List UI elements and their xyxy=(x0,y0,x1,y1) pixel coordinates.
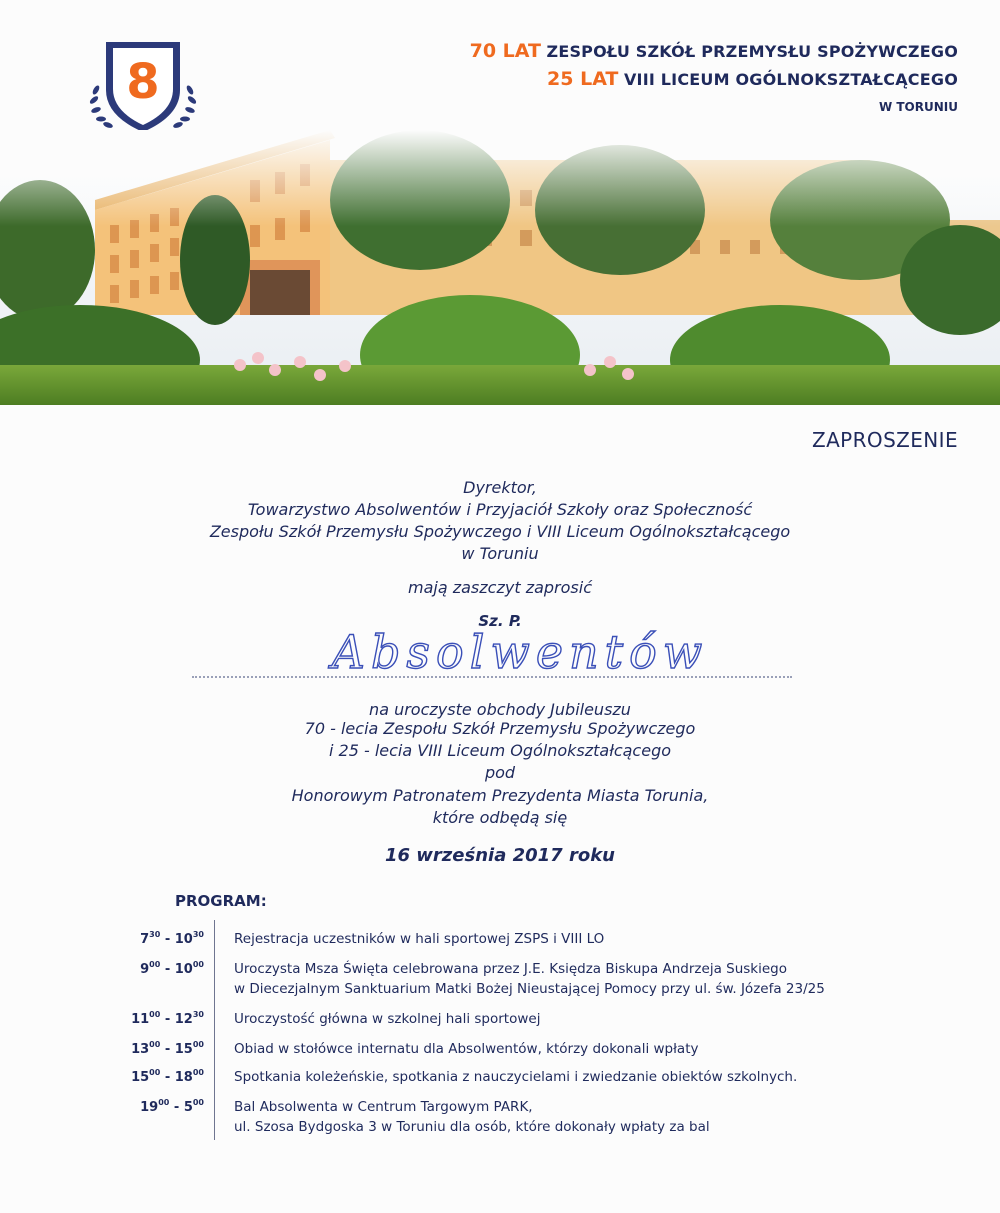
program-description xyxy=(234,1097,934,1137)
occasion-line: które odbędą się xyxy=(432,808,568,827)
handwritten-recipient xyxy=(300,620,740,680)
program-start-hour: 11 xyxy=(131,1012,150,1027)
program-end-hour: 10 xyxy=(174,932,193,947)
invite-phrase: mają zaszczyt zaprosić xyxy=(408,578,592,597)
program-description xyxy=(234,929,934,949)
logo-number: 8 xyxy=(126,54,160,110)
program-start-minutes: 00 xyxy=(149,1068,161,1077)
dotted-line xyxy=(192,676,792,678)
program-time-separator: - xyxy=(160,962,175,977)
program-description-line: ul. Szosa Bydgoska 3 w Toruniu dla osób, które dokonały wpłaty za bal xyxy=(234,1119,710,1135)
program-end-minutes: 00 xyxy=(192,1040,204,1049)
program-start-hour: 9 xyxy=(140,962,150,977)
program-description-line: Rejestracja uczestników w hali sportowej ZSPS i VIII LO xyxy=(234,931,605,947)
program-time-separator: - xyxy=(160,1042,175,1057)
program-description-line: Uroczystość główna w szkolnej hali sportowej xyxy=(234,1011,541,1027)
program-time xyxy=(110,930,204,947)
program-description xyxy=(234,1067,934,1087)
program-description-line: Bal Absolwenta w Centrum Targowym PARK, xyxy=(234,1099,533,1115)
program-end-hour: 18 xyxy=(174,1070,193,1085)
program-end-minutes: 00 xyxy=(192,960,204,969)
program-time xyxy=(110,1040,204,1057)
program-end-minutes: 30 xyxy=(192,930,204,939)
handwritten-recipient-text: Absolwentów xyxy=(331,625,709,679)
header-line-2 xyxy=(547,68,958,90)
program-end-minutes: 00 xyxy=(192,1068,204,1077)
program-end-hour: 5 xyxy=(183,1100,193,1115)
host-line: Towarzystwo Absolwentów i Przyjaciół Szkoły oraz Społeczność xyxy=(247,500,753,519)
program-start-minutes: 00 xyxy=(149,1040,161,1049)
program-start-minutes: 00 xyxy=(149,1010,161,1019)
host-line: w Toruniu xyxy=(461,544,539,563)
program-title: PROGRAM: xyxy=(175,892,267,910)
header-lyceum-name: VIII LICEUM OGÓLNOKSZTAŁCĄCEGO xyxy=(623,70,958,89)
program-end-minutes: 00 xyxy=(192,1098,204,1107)
program-start-hour: 15 xyxy=(131,1070,150,1085)
salutation: Sz. P. xyxy=(478,612,522,630)
program-start-minutes: 00 xyxy=(158,1098,170,1107)
header-anniversary-70: 70 LAT xyxy=(469,40,541,62)
program-time xyxy=(110,1010,204,1027)
occasion-line: na uroczyste obchody Jubileuszu xyxy=(369,700,631,719)
header-city: W TORUNIU xyxy=(878,100,958,114)
program-time-separator: - xyxy=(169,1100,184,1115)
program-start-minutes: 30 xyxy=(149,930,161,939)
program-description xyxy=(234,959,934,999)
header-school-name: ZESPOŁU SZKÓŁ PRZEMYSŁU SPOŻYWCZEGO xyxy=(546,42,958,61)
program-start-hour: 13 xyxy=(131,1042,150,1057)
school-building-photo xyxy=(0,130,1000,405)
header-line-1 xyxy=(470,40,958,62)
program-end-hour: 10 xyxy=(174,962,193,977)
event-date: 16 września 2017 roku xyxy=(384,845,615,866)
program-time-separator: - xyxy=(160,1012,175,1027)
program-end-minutes: 30 xyxy=(192,1010,204,1019)
occasion-line: Honorowym Patronatem Prezydenta Miasta Torunia, xyxy=(291,786,709,805)
program-description-line: Obiad w stołówce internatu dla Absolwentów, którzy dokonali wpłaty xyxy=(234,1041,699,1057)
program-description-line: w Diecezjalnym Sanktuarium Matki Bożej Nieustającej Pomocy przy ul. św. Józefa 23/25 xyxy=(234,981,825,997)
header-anniversary-25: 25 LAT xyxy=(547,68,619,90)
host-line: Dyrektor, xyxy=(463,478,537,497)
program-description xyxy=(234,1009,934,1029)
program-description xyxy=(234,1039,934,1059)
program-time-separator: - xyxy=(160,932,175,947)
program-time-separator: - xyxy=(160,1070,175,1085)
occasion-line: pod xyxy=(484,763,516,782)
program-end-hour: 12 xyxy=(174,1012,193,1027)
program-start-hour: 19 xyxy=(140,1100,159,1115)
program-start-hour: 7 xyxy=(140,932,150,947)
occasion-line: 70 - lecia Zespołu Szkół Przemysłu Spożywczego xyxy=(304,719,696,738)
invitation-heading: ZAPROSZENIE xyxy=(811,428,958,452)
occasion-line: i 25 - lecia VIII Liceum Ogólnokształcącego xyxy=(328,741,672,760)
program-time xyxy=(110,1068,204,1085)
program-description-line: Uroczysta Msza Święta celebrowana przez J.E. Księdza Biskupa Andrzeja Suskiego xyxy=(234,961,787,977)
program-description-line: Spotkania koleżeńskie, spotkania z nauczycielami i zwiedzanie obiektów szkolnych. xyxy=(234,1069,798,1085)
program-end-hour: 15 xyxy=(174,1042,193,1057)
host-line: Zespołu Szkół Przemysłu Spożywczego i VIII Liceum Ogólnokształcącego xyxy=(209,522,791,541)
program-divider xyxy=(214,920,215,1140)
program-time xyxy=(110,1098,204,1115)
program-time xyxy=(110,960,204,977)
program-start-minutes: 00 xyxy=(149,960,161,969)
